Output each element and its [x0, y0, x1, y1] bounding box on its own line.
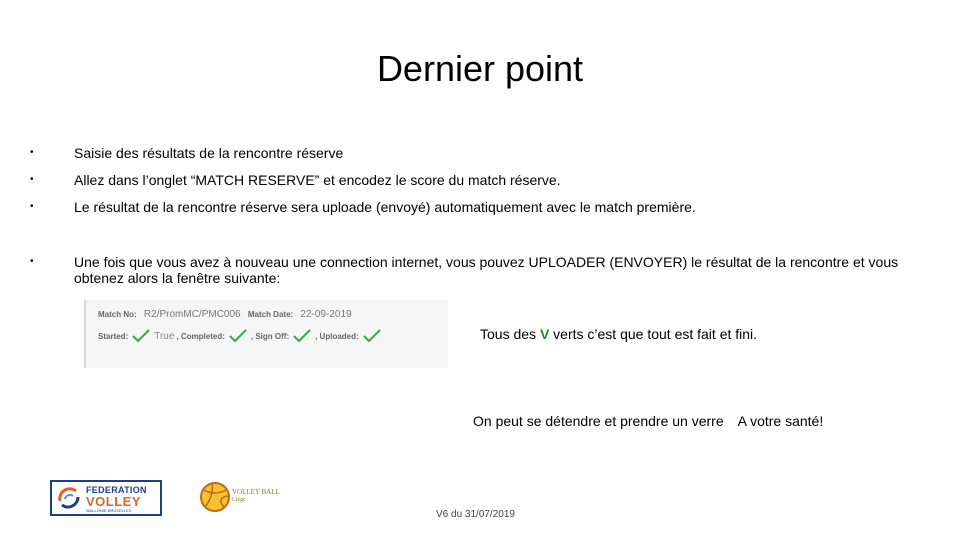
match-date-value: 22-09-2019	[300, 309, 352, 320]
check-icon	[362, 328, 382, 344]
version-footer: V6 du 31/07/2019	[436, 509, 515, 520]
match-info-row	[98, 309, 357, 320]
true-text: True	[154, 330, 175, 342]
match-date-label: Match Date:	[247, 310, 294, 319]
relax-text: On peut se détendre et prendre un verre	[473, 413, 724, 429]
federation-swirl-icon	[56, 485, 82, 511]
volleyball-icon	[198, 480, 232, 514]
list-item	[30, 172, 910, 188]
list-item	[30, 254, 910, 286]
upload-status-screenshot	[84, 300, 448, 368]
status-row	[98, 328, 385, 344]
page-title: Dernier point	[376, 48, 584, 89]
closing-note	[473, 413, 823, 429]
match-no-value: R2/PromMC/PMC006	[143, 309, 241, 320]
cheers-text: A votre santé!	[737, 413, 824, 429]
completed-label: , Completed:	[176, 331, 225, 341]
federation-volley-logo	[50, 480, 162, 516]
bullet-text: Une fois que vous avez à nouveau une connection internet, vous pouvez UPLOADER (ENVOYER) le résultat de la rencontre et vous obtenez alors la fenêtre suivante:	[74, 254, 899, 286]
note-text: verts c’est que tout est fait et fini.	[549, 326, 758, 342]
logo-text: Liège	[232, 497, 246, 503]
note-text: Tous des	[480, 326, 540, 342]
bullet-text: Saisie des résultats de la rencontre réserve	[74, 145, 344, 161]
logo-text: VOLLEY BALL	[232, 488, 280, 496]
bullet-marker: •	[30, 201, 34, 212]
match-no-label: Match No:	[98, 310, 137, 319]
bullet-marker: •	[30, 174, 34, 185]
bullet-marker: •	[30, 256, 34, 267]
uploaded-label: , Uploaded:	[315, 331, 359, 341]
logo-text: FEDERATION	[86, 485, 147, 495]
list-item	[30, 199, 910, 215]
all-green-note	[480, 326, 757, 342]
check-icon	[292, 328, 312, 344]
bullet-marker: •	[30, 147, 34, 158]
logo-text: WALLONIE-BRUXELLES	[86, 508, 132, 513]
bullet-text: Le résultat de la rencontre réserve sera uploade (envoyé) automatiquement avec le match première.	[74, 199, 696, 215]
started-label: Started:	[98, 331, 129, 341]
logo-text: VOLLEY	[86, 494, 142, 509]
check-icon	[228, 328, 248, 344]
volley-ball-liege-logo	[198, 478, 308, 522]
bullet-text: Allez dans l’onglet “MATCH RESERVE” et encodez le score du match réserve.	[74, 172, 561, 188]
green-v-letter: V	[539, 326, 550, 342]
list-item	[30, 145, 910, 161]
check-icon	[131, 328, 151, 344]
signoff-label: , Sign Off:	[250, 331, 290, 341]
